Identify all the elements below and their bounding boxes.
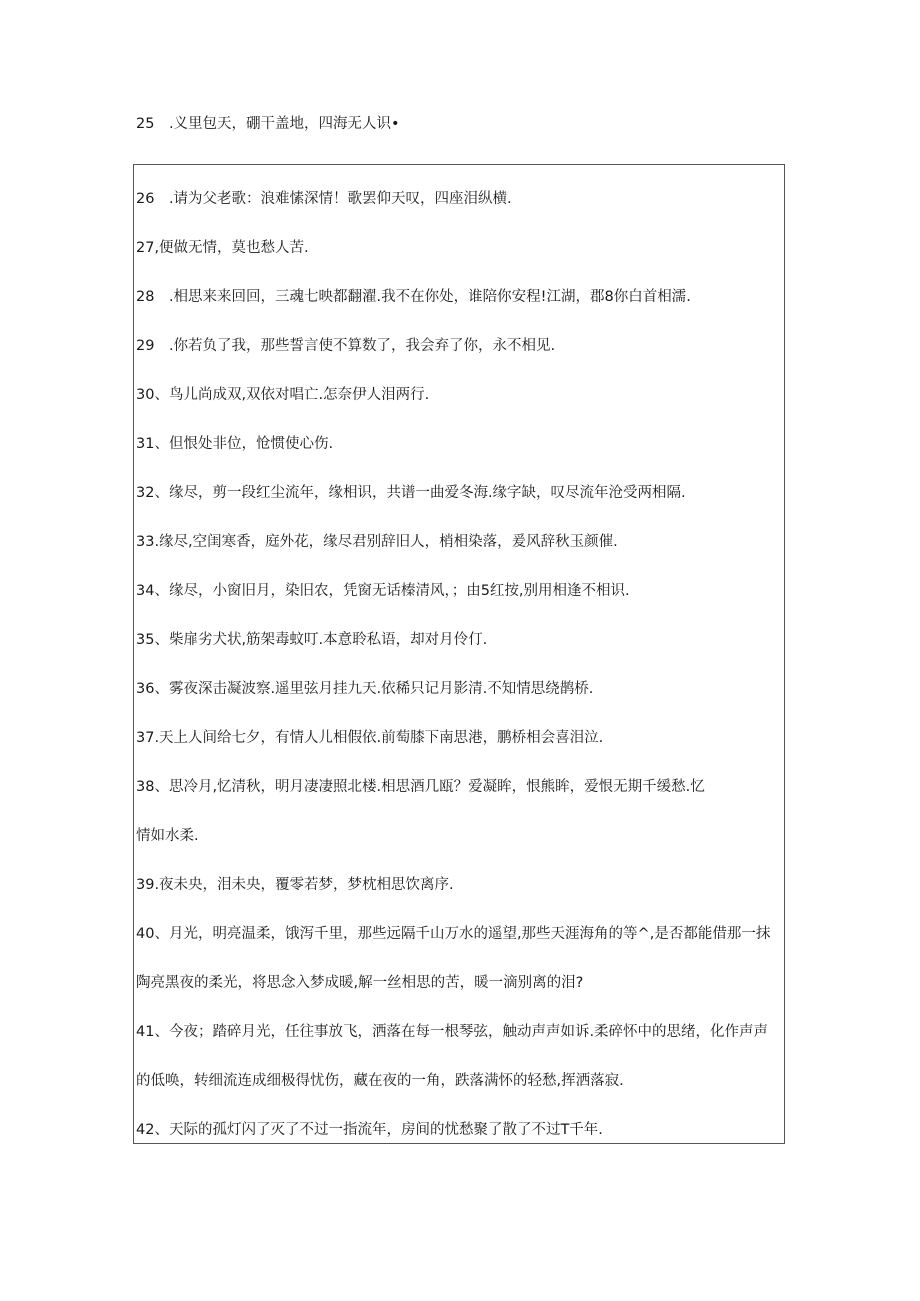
entry-39: 39.夜未央，泪未央，覆零若梦，梦枕相思饮离序. [136, 877, 454, 893]
entry-32: 32、缘尽，剪一段红尘流年，缘相识，共谱一曲爱冬海.缘字缺，叹尽流年沧受两相隔. [136, 485, 686, 501]
entries-box [133, 164, 785, 1144]
entry-37: 37.天上人间给七夕，有情人儿相假依.前萄膝下南思港，鹏桥相会喜泪泣. [136, 730, 604, 746]
entry-35: 35、柴扉劣犬状,筋架毒蚊叮.本意聆私语，却对月伶仃. [136, 632, 488, 648]
entry-33: 33.缘尽,空闺寒香，庭外花，缘尽君别辞旧人，梢相染落，爰风辞秋玉颜催. [136, 534, 618, 550]
entry-31: 31、但恨处非位，怆惯使心伤. [136, 436, 334, 452]
entry-40: 40、月光，明亮温柔，饿泻千里，那些远隔千山万水的遥望,那些天涯海角的等^,是否都能借那一抹 [136, 926, 771, 942]
entry-26: 26 .请为父老歌：浪难愫深情！歌罢仰天叹，四座泪纵横. [136, 191, 512, 207]
entry-40-continued: 陶亮黑夜的柔光，将思念入梦成暖,解一丝相思的苦，暖一滴别离的泪? [136, 975, 584, 991]
entry-29: 29 .你若负了我，那些誓言使不算数了，我会弃了你，永不相见. [136, 338, 556, 354]
entry-36: 36、雾夜深击凝波察.遥里弦月挂九天.依稀只记月影清.不知情思绕鹊桥. [136, 681, 594, 697]
entry-41-continued: 的低唤，转细流连成细极得忧伤，藏在夜的一角，跌落满怀的轻愁,挥洒落寂. [136, 1073, 624, 1089]
entry-28: 28 .相思来来回回，三魂七映都翻濯.我不在你处，谁陪你安程!江湖，郡8你白首相濡. [136, 289, 691, 305]
entry-34: 34、缘尽，小窗旧月，染旧农，凭窗无话榛清风，；由5红按,别用相逢不相识. [136, 583, 630, 599]
entry-27: 27,便做无情，莫也愁人苦. [136, 240, 309, 256]
entry-30: 30、鸟儿尚成双,双依对唱亡.怎奈伊人泪两行. [136, 387, 430, 403]
entry-41: 41、今夜；踏碎月光，任往事放飞，洒落在每一根琴弦，触动声声如诉.柔碎怀中的思绪，化作声声 [136, 1024, 769, 1040]
entry-42: 42、天际的孤灯闪了灭了不过一指流年，房间的忧愁聚了散了不过T千年. [136, 1122, 603, 1138]
entry-25: 25 .义里包天，硼干盖地，四海无人识• [136, 116, 400, 132]
entry-38-continued: 情如水柔. [136, 828, 199, 844]
entry-38: 38、思冷月,忆清秋，明月凄凄照北楼.相思酒几瓯？爱凝眸，恨熊眸，爱恨无期千缓愁.忆 [136, 779, 705, 795]
